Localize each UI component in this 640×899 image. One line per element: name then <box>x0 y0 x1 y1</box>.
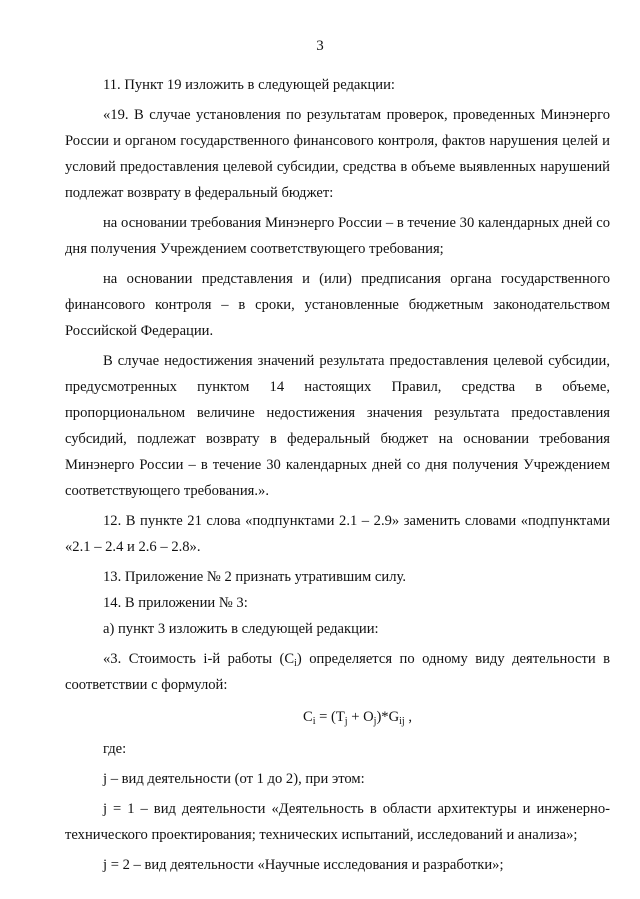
paragraph-clause-19: «19. В случае установления по результатам проверок, проведенных Минэнерго России и органом государственного финансового контроля, фактов нарушения целей и условий предоставления целевой субсидии, средства в объеме выявленных нарушений подлежат возврату в федеральный бюджет: <box>65 107 610 201</box>
page-number: 3 <box>316 38 324 54</box>
paragraph-cost-definition: «3. Стоимость i-й работы $(C_i)$ определяется по одному виду деятельности в соответствии с формулой: <box>65 651 610 693</box>
paragraph-subitem-a: а) пункт 3 изложить в следующей редакции: <box>103 621 379 637</box>
paragraph-item-14: 14. В приложении № 3: <box>103 595 248 611</box>
paragraph-non-achievement: В случае недостижения значений результата предоставления целевой субсидии, предусмотренных пунктом 14 настоящих Правил, средства в объеме, пропорциональном величине недостижения значения результата предоставления субсидий, подлежат возврату в федеральный бюджет на основании требования Минэнерго России – в течение 30 календарных дней со дня получения Учреждением соответствующего требования.». <box>65 353 610 499</box>
paragraph-where: где: <box>103 741 127 757</box>
paragraph-item-13: 13. Приложение № 2 признать утратившим силу. <box>103 569 406 585</box>
document-body <box>65 72 610 878</box>
paragraph-item-12: 12. В пункте 21 слова «подпунктами 2.1 – 2.9» заменить словами «подпунктами «2.1 – 2.4 и 2.6 – 2.8». <box>65 513 610 555</box>
paragraph-control-body: на основании представления и (или) предписания органа государственного финансового контроля – в сроки, установленные бюджетным законодательством Российской Федерации. <box>65 271 610 339</box>
paragraph-item-11: 11. Пункт 19 изложить в следующей редакции: <box>103 77 395 93</box>
paragraph-activity-2: j = 2 – вид деятельности «Научные исследования и разработки»; <box>103 857 504 873</box>
cost-formula: $C_i = (T_j + O_j)*G_{ij}$ , <box>302 709 412 727</box>
paragraph-ministry-demand: на основании требования Минэнерго России – в течение 30 календарных дней со дня получения Учреждением соответствующего требования; <box>65 215 610 257</box>
paragraph-activity-range: j – вид деятельности (от 1 до 2), при этом: <box>103 771 365 787</box>
paragraph-activity-1: j = 1 – вид деятельности «Деятельность в области архитектуры и инженерно-технического проектирования; технических испытаний, исследований и анализа»; <box>65 801 610 843</box>
